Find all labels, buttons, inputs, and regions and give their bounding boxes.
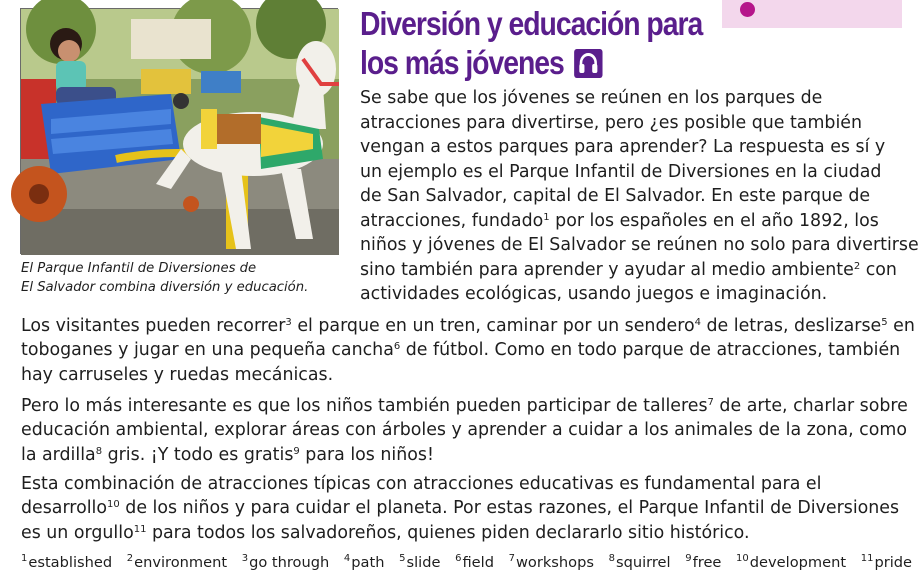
text-line: de San Salvador, capital de El Salvador. En este parque de: [360, 186, 871, 206]
text-line: toboganes y jugar en una pequeña cancha$^6$ de fútbol. Como en todo parque de atracciones, también: [21, 340, 901, 361]
glossary-item: $^2$environment: [126, 553, 228, 571]
text-line: Esta combinación de atracciones típicas con atracciones educativas es fundamental para el: [21, 474, 822, 494]
footnote-marker: 3: [285, 317, 292, 328]
footnote-marker: 8: [95, 445, 103, 457]
text-line: niños y jóvenes de El Salvador se reúnen no solo para divertirse: [360, 235, 919, 255]
glossary-item: $^3$go through: [241, 553, 330, 571]
text-line: un ejemplo es el Parque Infantil de Diversiones en la ciudad: [360, 161, 882, 182]
paragraph-2: [21, 394, 911, 467]
text-line: atracciones para divertirse, pero ¿es posible que también: [360, 112, 863, 133]
park-photo: [20, 8, 338, 254]
footnote-marker: 11: [133, 523, 147, 535]
glossary-item: $^8$squirrel: [608, 553, 671, 571]
carousel-ride-illustration: [21, 9, 339, 255]
caption-line: El Salvador combina diversión y educación.: [21, 280, 309, 295]
footnote-marker: 6: [393, 341, 401, 353]
glossary-item: $^{10}$development: [736, 553, 847, 571]
footnote-marker: 4: [694, 317, 701, 328]
text-line: Pero lo más interesante es que los niños también pueden participar de talleres$^7$ de arte, charlar sobre: [21, 396, 908, 416]
text-line: es un orgullo$^{11}$ para todos los salvadoreños, quienes piden declararlo sitio histórico.: [21, 522, 750, 543]
footnote-marker: 7: [707, 397, 714, 408]
text-line: Se sabe que los jóvenes se reúnen en los parques de: [360, 88, 823, 108]
glossary-item: $^1$established: [21, 553, 113, 571]
title-line: Diversión y educación para: [360, 5, 703, 42]
text-line: atracciones, fundado$^1$ por los españoles en el año 1892, los: [360, 210, 879, 231]
glossary-item: $^7$workshops: [508, 553, 594, 571]
glossary-item: $^9$free: [685, 553, 722, 571]
text-line: desarrollo$^{10}$ de los niños y para cuidar el planeta. Por estas razones, el Parque Infantil de Diversiones: [21, 498, 900, 519]
text-line: Los visitantes pueden recorrer$^3$ el parque en un tren, caminar por un sendero$^4$ de letras, deslizarse$^5$ en: [21, 316, 915, 336]
intro-paragraph: [360, 86, 920, 307]
glossary-item: $^{11}$pride: [860, 553, 912, 571]
text-line: la ardilla$^8$ gris. ¡Y todo es gratis$^9$ para los niños!: [21, 444, 434, 465]
footnote-marker: 2: [853, 260, 861, 272]
title-line-text: los más jóvenes: [360, 44, 564, 81]
paragraph-1: [21, 314, 915, 387]
caption-line: El Parque Infantil de Diversiones de: [21, 261, 257, 276]
glossary: [21, 553, 912, 571]
footnote-marker: 10: [107, 499, 120, 511]
photo-caption: [21, 259, 351, 297]
title-line-2: [360, 43, 670, 82]
headphones-audio-icon[interactable]: [574, 49, 602, 78]
decorative-corner-box: [722, 0, 902, 28]
text-line: vengan a estos parques para aprender? La respuesta es sí y: [360, 137, 886, 157]
glossary-item: $^4$path: [343, 553, 385, 571]
footnote-marker: 5: [881, 317, 888, 328]
text-line: sino también para aprender y ayudar al medio ambiente$^2$ con: [360, 259, 897, 280]
article-title: [360, 4, 703, 82]
footnote-marker: 1: [543, 211, 550, 223]
text-line: hay carruseles y ruedas mecánicas.: [21, 364, 334, 385]
glossary-item: $^6$field: [455, 553, 494, 571]
text-line: educación ambiental, explorar áreas con árboles y aprender a cuidar a los animales de la zona, como: [21, 420, 907, 441]
glossary-item: $^5$slide: [399, 553, 441, 571]
paragraph-3: [21, 472, 911, 545]
bullet-dot-icon: [740, 2, 755, 17]
text-line: actividades ecológicas, usando juegos e imaginación.: [360, 284, 828, 304]
footnote-marker: 9: [293, 445, 300, 457]
